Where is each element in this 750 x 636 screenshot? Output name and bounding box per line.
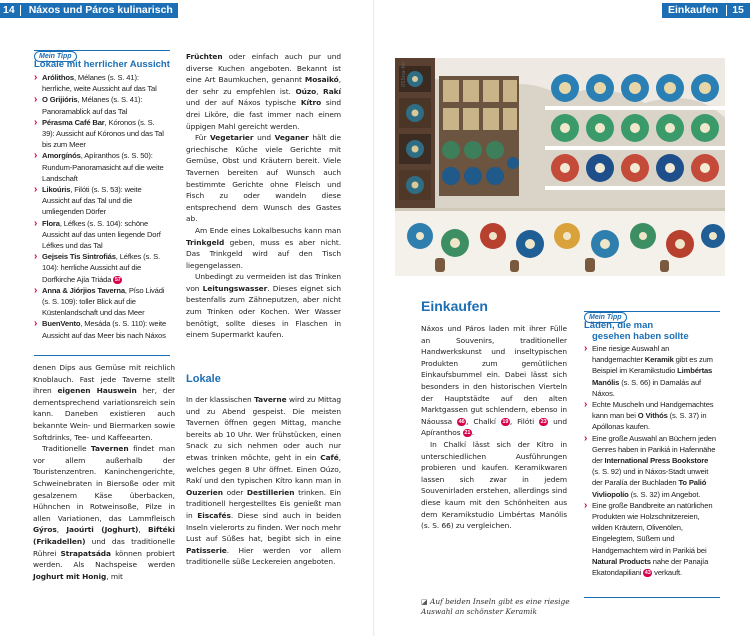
map-marker-badge: 46: [458, 418, 465, 425]
tip-item: › Flora, Léfkes (s. S. 104): schöne Aussicht auf das unten liegende Dorf Léfkes und das Tal: [34, 218, 168, 252]
bold-term: Rakí: [323, 86, 341, 96]
mein-tipp-badge: Mein Tipp: [34, 51, 77, 62]
bold-term: Eiscafés: [197, 510, 231, 520]
bold-term: Trinkgeld: [186, 237, 225, 247]
right-page: [375, 0, 750, 636]
tip-item-name: BuenVento: [42, 319, 81, 329]
tip-item: › Echte Muscheln und Handgemachtes kann man bei O Vithós (s. S. 37) in Apóllonas kaufen.: [584, 399, 718, 433]
bold-term: O Vithós: [637, 411, 668, 421]
bold-term: Gýros: [33, 525, 57, 535]
bold-term: Tavernen: [90, 444, 129, 454]
paragraph: Früchten oder einfach auch pur und diverse Kuchen angeboten. Bekannt ist eine Art Baumkuchen, genannt Mosaikó, der sehr zu empfehlen ist. Oúzo, Rakí und der auf Náxos typische Kítro sind drei Liköre, die fast immer nach einem üppigen Mahl gereicht werden.: [186, 52, 341, 131]
paragraph: Für Vegetarier und Veganer hält die griechische Küche viele Gerichte mit Gemüse, Obst und Kräutern bereit. Viele Tavernen bereiten auf Wunsch auch bestimmte Gerichte ohne Fleisch und Fisch zu oder wandeln diese entsprechend dem Wunsch des Gastes ab.: [186, 133, 341, 224]
tip-item: › Amorgínós, Apíranthos (s. S. 50): Rundum-Panoramasicht auf die weite Landschaft: [34, 150, 168, 184]
bold-term: Früchten: [186, 52, 223, 61]
text-column-2-top: [186, 51, 341, 341]
bold-term: Leitungswasser: [202, 283, 268, 293]
map-marker-badge: 21: [464, 430, 471, 437]
tip-item-name: Amorgínós: [42, 151, 81, 161]
tip-box-laeden: [584, 311, 720, 598]
tip-item-name: Flora: [42, 218, 60, 228]
bold-term: Café: [320, 452, 339, 462]
page-number-right: 15: [732, 4, 744, 16]
tip-heading: Lokale mit herrlicher Aussicht: [34, 59, 170, 70]
tip-item: › Eine große Bandbreite an natürlichen Produkten wie Holzschnitzereien, wilden Kräutern, Olivenölen, Eingelegtem, Süßem und Handgemachtem wird in Parikiá bei Natural Products nahe der Panajía Ekatondapiliani 43 verkauft.: [584, 500, 718, 578]
photo-credit: 055na-fm: [401, 62, 407, 87]
tip-item-name: Gejseis Tis Sintrofiás: [42, 252, 116, 262]
bold-term: Destillerien: [246, 487, 295, 497]
tip-heading-line-2: gesehen haben sollte: [592, 331, 689, 342]
bold-term: Oúzo: [295, 86, 317, 96]
bold-term: Natural Products: [592, 556, 651, 566]
ceramics-shop-photo: [395, 58, 725, 276]
bold-term: Joghurt mit Honig: [33, 571, 107, 581]
tip-item: › Eine riesige Auswahl an handgemachter Keramik gibt es zum Beispiel im Keramikstudio Limbértas Manólis (s. S. 66) in Damalás auf Náxos.: [584, 343, 718, 399]
bold-term: Jaoúrti (Joghurt): [66, 525, 139, 535]
map-marker-badge: 23: [540, 418, 547, 425]
bold-term: To Palió Vivliopolío: [592, 478, 707, 499]
running-header-left: [0, 3, 178, 18]
tip-item: › Gejseis Tis Sintrofiás, Léfkes (s. S. 104): herrliche Aussicht auf die Dorfkirche Ajía Triáda 57: [34, 251, 168, 285]
running-header-right: [662, 3, 750, 18]
map-marker-badge: 57: [114, 276, 121, 283]
tip-item: › Eine große Auswahl an Büchern jeden Genres haben in Parikiá in Hafennähe der International Press Bookstore (s. S. 92) und in Náxos-Stadt unweit der Paralía der Buchladen To Palió Vivliopolío (s. S. 32) im Angebot.: [584, 433, 718, 500]
tip-item-name: O Grijióris: [42, 95, 78, 105]
bold-term: Patisserie: [186, 545, 227, 555]
running-title-right: Einkaufen: [668, 4, 719, 16]
tip-item-name: Anna & Jiórjios Taverna: [42, 285, 125, 295]
paragraph: Am Ende eines Lokalbesuchs kann man Trinkgeld geben, muss es aber nicht. Das Trinkgeld wird auf den Tisch liegengelassen.: [186, 225, 341, 270]
tip-item-name: Arólithos: [42, 73, 74, 82]
text-column-1: [33, 362, 175, 582]
tip-item: › Anna & Jiórjios Taverna, Píso Livádi (s. S. 109): toller Blick auf die Küstenlandschaft und das Meer: [34, 285, 168, 319]
einkaufen-text: [421, 323, 567, 532]
paragraph: Traditionelle Tavernen findet man vor allem außerhalb der Touristenzentren. Kaninchengerichte, Schweinebraten in Biersoße oder mit gesalzenem Käse überbacken, Hühnchen in Rotweinsoße, Pilze in allen Variationen, das Lammfleisch Gýros, Jaoúrti (Joghurt), Biftéki (Frikadellen) und das traditionelle Rührei Strapatsáda können probiert werden. Als Nachspeise werden Joghurt mit Honig, mit: [33, 444, 175, 581]
caption-text: Auf beiden Inseln gibt es eine riesige Auswahl an schönster Keramik: [421, 597, 570, 616]
tip-item: › BuenVento, Mesáda (s. S. 110): weite Aussicht auf das Meer bis nach Náxos: [34, 318, 168, 340]
bold-term: Limbértas Manólis: [592, 366, 713, 387]
tip-heading-line-1: Läden, die man: [584, 320, 654, 331]
photo-caption: [421, 597, 571, 617]
tip-item: › Likoúris, Filóti (s. S. 53): weite Aussicht auf das Tal und die umliegenden Dörfer: [34, 184, 168, 218]
bold-term: Keramik: [644, 355, 674, 365]
paragraph: Náxos und Páros laden mit ihrer Fülle an Souvenirs, traditioneller Handwerkskunst und inseltypischen Produkten zum gemütlichen Einkaufsbummel ein. Dabei lässt sich besonders in den historischen Vierteln der Hauptstädte auf den alten Marktgassen gut schlendern, ebenso in Náoussa 46 , Chalkí 19 , Filóti 23 und Apíranthos 21 .: [421, 324, 567, 438]
map-marker-badge: 19: [502, 418, 509, 425]
paragraph: In Chalkí lässt sich der Kítro in unterschiedlichen Ausführungen probieren und kaufen. Keramikwaren lassen sich zwar in jedem Souvenirladen erstehen, allerdings sind diese kaum mit den Schönheiten aus dem Keramikstudio Limbértas Manólis (s. S. 66) zu vergleichen.: [421, 439, 567, 531]
paragraph: Unbedingt zu vermeiden ist das Trinken von Leitungswasser. Dieses eignet sich bestenfalls zum Zähneputzen, aber nicht zum Trinken oder Kochen. Wer Wasser benötigt, sollte dieses in Flaschen in einem Supermarkt kaufen.: [186, 272, 341, 340]
tip-item: › Arólithos, Mélanes (s. S. 41): herrliche, weite Aussicht auf das Tal: [34, 72, 168, 94]
paragraph: denen Dips aus Gemüse mit reichlich Knoblauch. Fast jede Taverne stellt ihren eigenen Hauswein her, der dementsprechend variationsreich sein kann. Daneben existieren auch bekannte Wein- und Biermarken sowie Softdrinks, Tee- und Kaffeearten.: [33, 363, 175, 442]
tip-item: › O Grijióris, Mélanes (s. S. 41): Panoramablick auf das Tal: [34, 94, 168, 116]
einkaufen-heading: Einkaufen: [421, 298, 488, 314]
bold-term: Biftéki (Frikadellen): [33, 525, 175, 546]
bold-term: Strapatsáda: [60, 548, 111, 558]
mein-tipp-badge-right: Mein Tipp: [584, 312, 627, 323]
tip-item-name: Likoúris: [42, 185, 71, 195]
tip-list-laeden: [584, 343, 718, 578]
bold-term: Vegetarier: [210, 133, 254, 143]
page-number-left: 14: [3, 4, 15, 16]
map-marker-badge: 43: [644, 570, 651, 577]
bold-term: Mosaikó: [304, 75, 339, 85]
caption-photo-icon: ◪: [421, 598, 428, 606]
lokale-heading: Lokale: [186, 373, 221, 385]
tip-item: › Pérasma Café Bar, Kóronos (s. S. 39): Aussicht auf Kóronos und das Tal bis zum Meer: [34, 117, 168, 151]
tip-list-lokale: [34, 72, 168, 341]
bold-term: Kítro: [300, 98, 322, 108]
running-title-left: Náxos und Páros kulinarisch: [28, 4, 173, 16]
paragraph: In der klassischen Taverne wird zu Mittag und zu Abend gespeist. Die meisten Tavernen öffnen gegen Mittag, manche bereits ab 10 Uhr. Wer frühstücken, einen Snack zu sich nehmen oder auch nur etwas trinken möchte, geht in ein Café, welches gegen 8 Uhr öffnet. Einen Oúzo, Rakí und den typischen Kítro kann man in Ouzerien oder Destillerien trinken. Ein traditionell hergestelltes Eis genießt man in Eiscafés. Diese sind auch in beiden Inseln vielerorts zu finden. Wer noch mehr Lust auf Süßes hat, begibt sich in eine Patisserie. Hier werden vor allem traditionelle süße Leckereien angeboten.: [186, 395, 341, 567]
bold-term: Ouzerien: [186, 487, 223, 497]
bold-term: International Press Bookstore: [604, 456, 709, 466]
tip-heading-right: [584, 320, 720, 342]
tip-item-name: Pérasma Café Bar: [42, 117, 105, 127]
lokale-text: [186, 394, 341, 568]
bold-term: eigenen Hauswein: [57, 386, 137, 396]
tip-box-lokale: [34, 50, 170, 356]
bold-term: Taverne: [254, 395, 287, 404]
bold-term: Veganer: [274, 133, 309, 143]
